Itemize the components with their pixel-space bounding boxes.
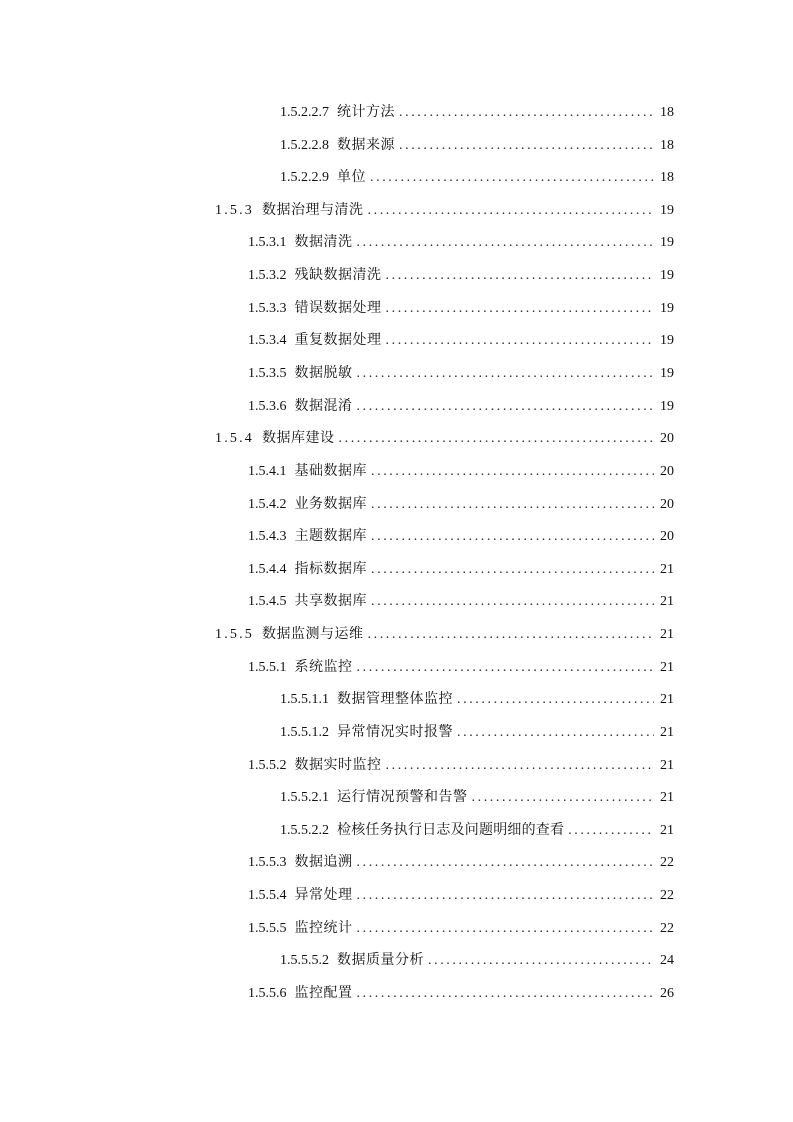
toc-title: 数据管理整体监控: [337, 691, 453, 707]
toc-leader: [386, 331, 655, 351]
toc-title: 数据监测与运维: [262, 626, 364, 642]
toc-number: 1.5.5.6: [248, 986, 287, 1001]
toc-leader: [457, 690, 654, 710]
toc-page-number: 21: [660, 790, 674, 805]
toc-entry-1-5-4-1[interactable]: [248, 461, 674, 481]
toc-page-number: 21: [660, 594, 674, 609]
toc-title: 数据治理与清洗: [262, 202, 364, 218]
toc-title: 系统监控: [294, 659, 353, 675]
toc-number: 1.5.5.5.2: [280, 953, 329, 968]
toc-number: 1.5.5.3: [248, 855, 287, 870]
toc-entry-1-5-2-2-9[interactable]: [280, 167, 674, 187]
toc-entry-1-5-4-5[interactable]: [248, 591, 674, 611]
toc-leader: [357, 886, 655, 906]
toc-entry-1-5-5-5[interactable]: [248, 918, 674, 938]
toc-leader: [371, 495, 654, 515]
toc-leader: [457, 723, 654, 743]
toc-entry-1-5-3-2[interactable]: [248, 265, 674, 285]
toc-number: 1.5.2.2.9: [280, 170, 329, 185]
toc-number: 1.5.3.3: [248, 301, 287, 316]
toc-title: 数据质量分析: [337, 952, 424, 968]
toc-page-number: 21: [660, 660, 674, 675]
toc-number: 1.5.3: [215, 203, 254, 218]
toc-number: 1.5.4.1: [248, 464, 287, 479]
toc-title: 数据清洗: [294, 234, 353, 250]
toc-title: 运行情况预警和告警: [337, 789, 468, 805]
toc-page-number: 19: [660, 203, 674, 218]
toc-page-number: 21: [660, 823, 674, 838]
toc-entry-1-5-5-6[interactable]: [248, 983, 674, 1003]
toc-entry-1-5-4-2[interactable]: [248, 494, 674, 514]
toc-page-number: 21: [660, 562, 674, 577]
toc-title: 指标数据库: [294, 561, 367, 577]
toc-page-number: 19: [660, 399, 674, 414]
toc-entry-1-5-4[interactable]: [215, 428, 674, 448]
toc-entry-1-5-5[interactable]: [215, 624, 674, 644]
toc-page-number: 18: [660, 170, 674, 185]
toc-entry-1-5-3[interactable]: [215, 200, 674, 220]
toc-title: 错误数据处理: [294, 300, 382, 316]
toc-leader: [386, 266, 655, 286]
toc-entry-1-5-4-3[interactable]: [248, 526, 674, 546]
toc-page-number: 19: [660, 366, 674, 381]
toc-entry-1-5-3-4[interactable]: [248, 330, 674, 350]
toc-entry-1-5-5-1-2[interactable]: [280, 722, 674, 742]
toc-entry-1-5-4-4[interactable]: [248, 559, 674, 579]
toc-page-number: 20: [660, 431, 674, 446]
toc-title: 单位: [337, 169, 366, 185]
toc-entry-1-5-3-5[interactable]: [248, 363, 674, 383]
toc-entry-1-5-2-2-7[interactable]: [280, 102, 674, 122]
toc-page-number: 22: [660, 888, 674, 903]
toc-page-number: 19: [660, 235, 674, 250]
toc-leader: [357, 233, 655, 253]
toc-title: 数据混淆: [294, 398, 353, 414]
toc-leader: [339, 429, 655, 449]
toc-page-number: 20: [660, 497, 674, 512]
toc-entry-1-5-5-2-1[interactable]: [280, 787, 674, 807]
toc-number: 1.5.5.2.2: [280, 823, 329, 838]
toc-number: 1.5.5.5: [248, 921, 287, 936]
toc-entry-1-5-5-1-1[interactable]: [280, 689, 674, 709]
toc-leader: [386, 756, 655, 776]
toc-leader: [368, 625, 655, 645]
toc-title: 共享数据库: [294, 593, 367, 609]
toc-page-number: 26: [660, 986, 674, 1001]
toc-page-number: 21: [660, 725, 674, 740]
toc-leader: [357, 984, 655, 1004]
toc-title: 监控配置: [294, 985, 353, 1001]
toc-number: 1.5.3.5: [248, 366, 287, 381]
toc-title: 统计方法: [337, 104, 395, 120]
toc-leader: [472, 788, 655, 808]
toc-number: 1.5.2.2.8: [280, 138, 329, 153]
toc-title: 主题数据库: [294, 528, 367, 544]
toc-entry-1-5-5-1[interactable]: [248, 657, 674, 677]
toc-entry-1-5-5-2-2[interactable]: [280, 820, 674, 840]
toc-number: 1.5.4.2: [248, 497, 287, 512]
toc-leader: [399, 103, 654, 123]
toc-number: 1.5.5.2: [248, 758, 287, 773]
toc-page-number: 22: [660, 921, 674, 936]
toc-page-number: 24: [660, 953, 674, 968]
toc-title: 残缺数据清洗: [294, 267, 382, 283]
toc-entry-1-5-3-3[interactable]: [248, 298, 674, 318]
toc-leader: [371, 462, 654, 482]
toc-number: 1.5.4: [215, 431, 254, 446]
toc-number: 1.5.5.2.1: [280, 790, 329, 805]
toc-number: 1.5.5.1.1: [280, 692, 329, 707]
toc-leader: [568, 821, 654, 841]
toc-leader: [357, 397, 655, 417]
toc-leader: [357, 658, 655, 678]
toc-number: 1.5.3.4: [248, 333, 287, 348]
toc-leader: [371, 560, 654, 580]
toc-leader: [357, 364, 655, 384]
toc-entry-1-5-2-2-8[interactable]: [280, 135, 674, 155]
toc-title: 数据追溯: [294, 854, 353, 870]
toc-title: 基础数据库: [294, 463, 367, 479]
toc-page-number: 18: [660, 138, 674, 153]
toc-page-number: 20: [660, 529, 674, 544]
toc-number: 1.5.4.5: [248, 594, 287, 609]
toc-page-number: 21: [660, 692, 674, 707]
toc-title: 重复数据处理: [294, 332, 382, 348]
toc-number: 1.5.5.4: [248, 888, 287, 903]
toc-leader: [428, 951, 654, 971]
toc-leader: [370, 168, 654, 188]
toc-title: 数据脱敏: [294, 365, 353, 381]
toc-title: 数据库建设: [262, 430, 335, 446]
toc-number: 1.5.5.1.2: [280, 725, 329, 740]
toc-number: 1.5.5: [215, 627, 254, 642]
toc-entry-1-5-5-3[interactable]: [248, 852, 674, 872]
toc-title: 异常情况实时报警: [337, 724, 453, 740]
toc-page-number: 21: [660, 627, 674, 642]
toc-leader: [357, 919, 655, 939]
toc-number: 1.5.5.1: [248, 660, 287, 675]
toc-number: 1.5.3.2: [248, 268, 287, 283]
toc-leader: [386, 299, 655, 319]
toc-leader: [368, 201, 655, 221]
toc-number: 1.5.3.1: [248, 235, 287, 250]
toc-page-number: 21: [660, 758, 674, 773]
toc-title: 监控统计: [294, 920, 353, 936]
toc-leader: [371, 592, 654, 612]
toc-entry-1-5-5-4[interactable]: [248, 885, 674, 905]
toc-title: 业务数据库: [294, 496, 367, 512]
toc-title: 检核任务执行日志及问题明细的查看: [337, 822, 565, 838]
toc-leader: [357, 853, 655, 873]
toc-page-number: 19: [660, 268, 674, 283]
toc-page-number: 20: [660, 464, 674, 479]
toc-entry-1-5-3-1[interactable]: [248, 232, 674, 252]
toc-page-number: 19: [660, 301, 674, 316]
toc-entry-1-5-5-2[interactable]: [248, 755, 674, 775]
toc-leader: [399, 136, 654, 156]
toc-number: 1.5.4.3: [248, 529, 287, 544]
toc-page-number: 19: [660, 333, 674, 348]
toc-number: 1.5.4.4: [248, 562, 287, 577]
toc-entry-1-5-3-6[interactable]: [248, 396, 674, 416]
toc-title: 异常处理: [294, 887, 353, 903]
toc-number: 1.5.3.6: [248, 399, 287, 414]
toc-title: 数据实时监控: [294, 757, 382, 773]
toc-title: 数据来源: [337, 137, 395, 153]
toc-leader: [371, 527, 654, 547]
toc-page-number: 18: [660, 105, 674, 120]
toc-page-number: 22: [660, 855, 674, 870]
toc-number: 1.5.2.2.7: [280, 105, 329, 120]
toc-entry-1-5-5-5-2[interactable]: [280, 950, 674, 970]
